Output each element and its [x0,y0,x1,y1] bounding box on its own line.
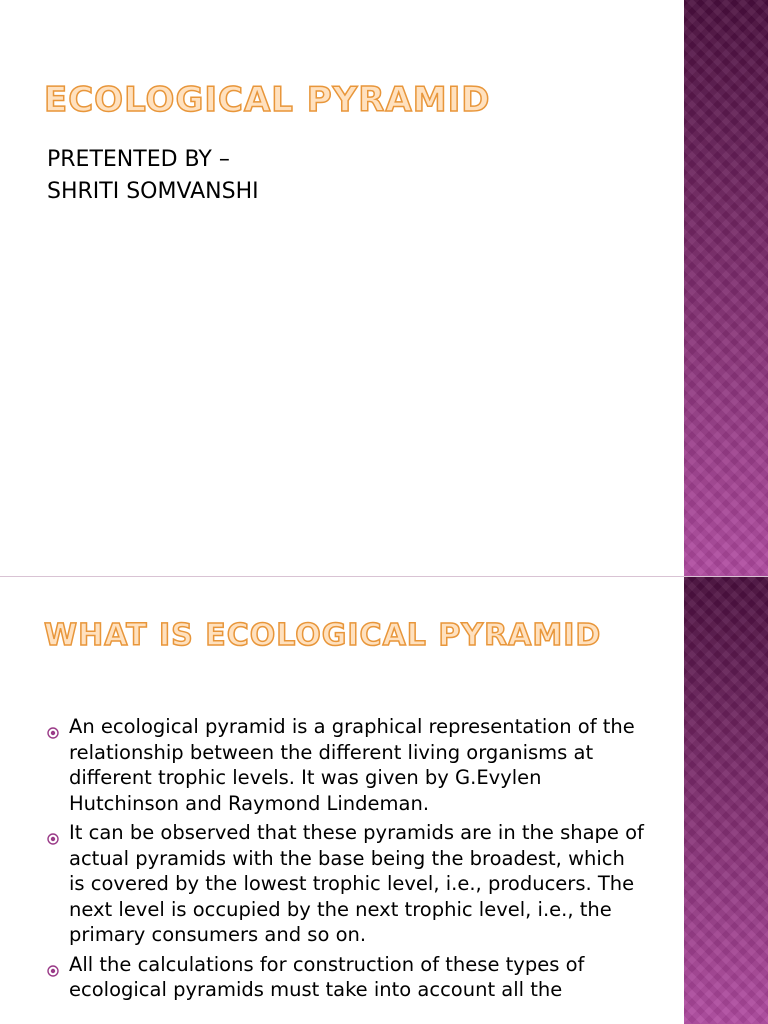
bullet-item [46,714,646,816]
circle-dot-bullet-icon [47,826,59,838]
presenter-block [47,144,259,208]
bullet-text: It can be observed that these pyramids are in the shape of actual pyramids with the base being the broadest, which is covered by the lowest trophic level, i.e., producers. The next level is occupied by the next trophic level, i.e., the primary consumers and so on. [69,821,644,946]
bullet-list [46,714,646,1007]
bullet-item [46,952,646,1003]
circle-dot-bullet-icon [47,720,59,732]
bullet-item [46,820,646,948]
circle-dot-bullet-icon [47,958,59,970]
decorative-side-band [684,577,768,1024]
slide-title: WHAT IS ECOLOGICAL PYRAMID [44,618,602,653]
slide-title: ECOLOGICAL PYRAMID [44,80,491,120]
bullet-text: All the calculations for construction of these types of ecological pyramids must take into account all the [69,952,585,1001]
presenter-name: SHRITI SOMVANSHI [47,179,259,204]
presenter-label: PRETENTED BY – [47,147,230,172]
bullet-text: An ecological pyramid is a graphical representation of the relationship between the different living organisms at different trophic levels. It was given by G.Evylen Hutchinson and Raymond Lindeman. [69,715,635,815]
slide-2 [0,577,768,1024]
decorative-side-band [684,0,768,576]
